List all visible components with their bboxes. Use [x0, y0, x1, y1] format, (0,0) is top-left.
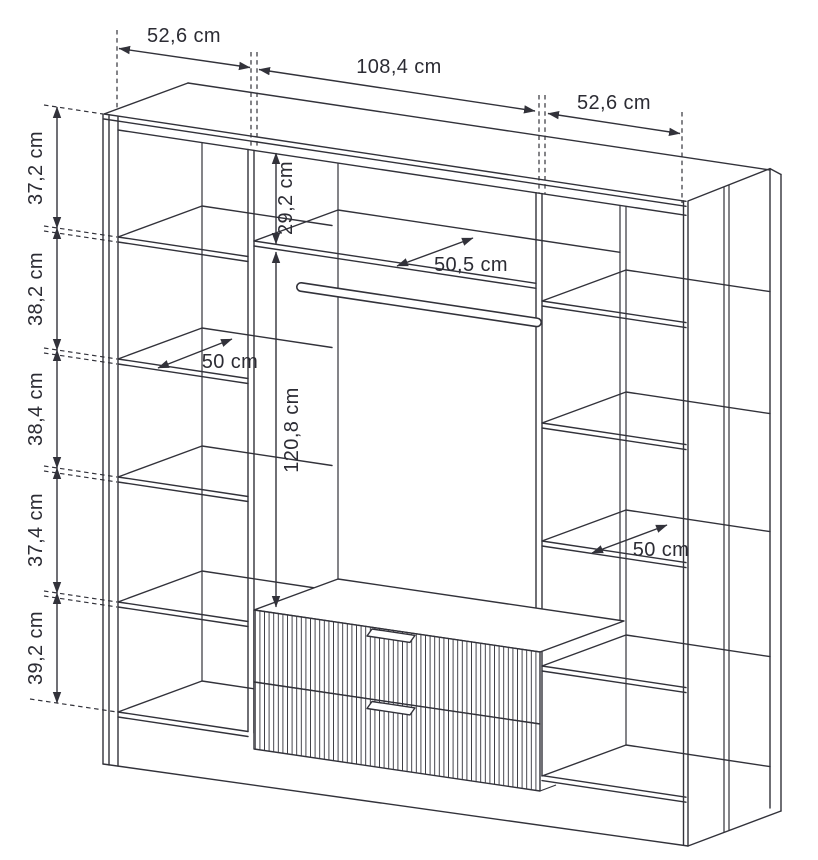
left-side-panel: [103, 115, 118, 766]
dim-center-interior: [275, 153, 508, 607]
dim-right-shelf-depth-label: 50 cm: [632, 539, 690, 561]
dim-center-shelf-depth-label: 50,5 cm: [434, 254, 508, 276]
dim-left-height-1-label: 37,2 cm: [25, 131, 47, 205]
right-side-panel: [684, 169, 782, 846]
top-panel: [104, 83, 770, 215]
dim-shelf-depths: [158, 339, 689, 561]
dim-left-height-4-label: 37,4 cm: [25, 493, 47, 567]
wardrobe-outline: [103, 83, 781, 846]
dim-top-left-width-label: 52,6 cm: [147, 25, 221, 47]
dim-left-height-3-label: 38,4 cm: [25, 372, 47, 446]
drawer-unit: [254, 579, 624, 791]
hanging-rail: [301, 287, 537, 322]
dim-center-hanging-height-label: 120,8 cm: [281, 387, 303, 473]
dim-left-height-chain: [25, 107, 57, 703]
dim-top-widths: [119, 25, 680, 134]
dim-top-right-width-label: 52,6 cm: [577, 92, 651, 114]
dim-left-height-2-label: 38,2 cm: [25, 252, 47, 326]
dim-top-center-width-label: 108,4 cm: [356, 56, 442, 78]
dim-center-top-height-label: 29,2 cm: [275, 161, 297, 235]
dim-left-shelf-depth-label: 50 cm: [201, 351, 259, 373]
dim-left-height-5-label: 39,2 cm: [25, 611, 47, 685]
